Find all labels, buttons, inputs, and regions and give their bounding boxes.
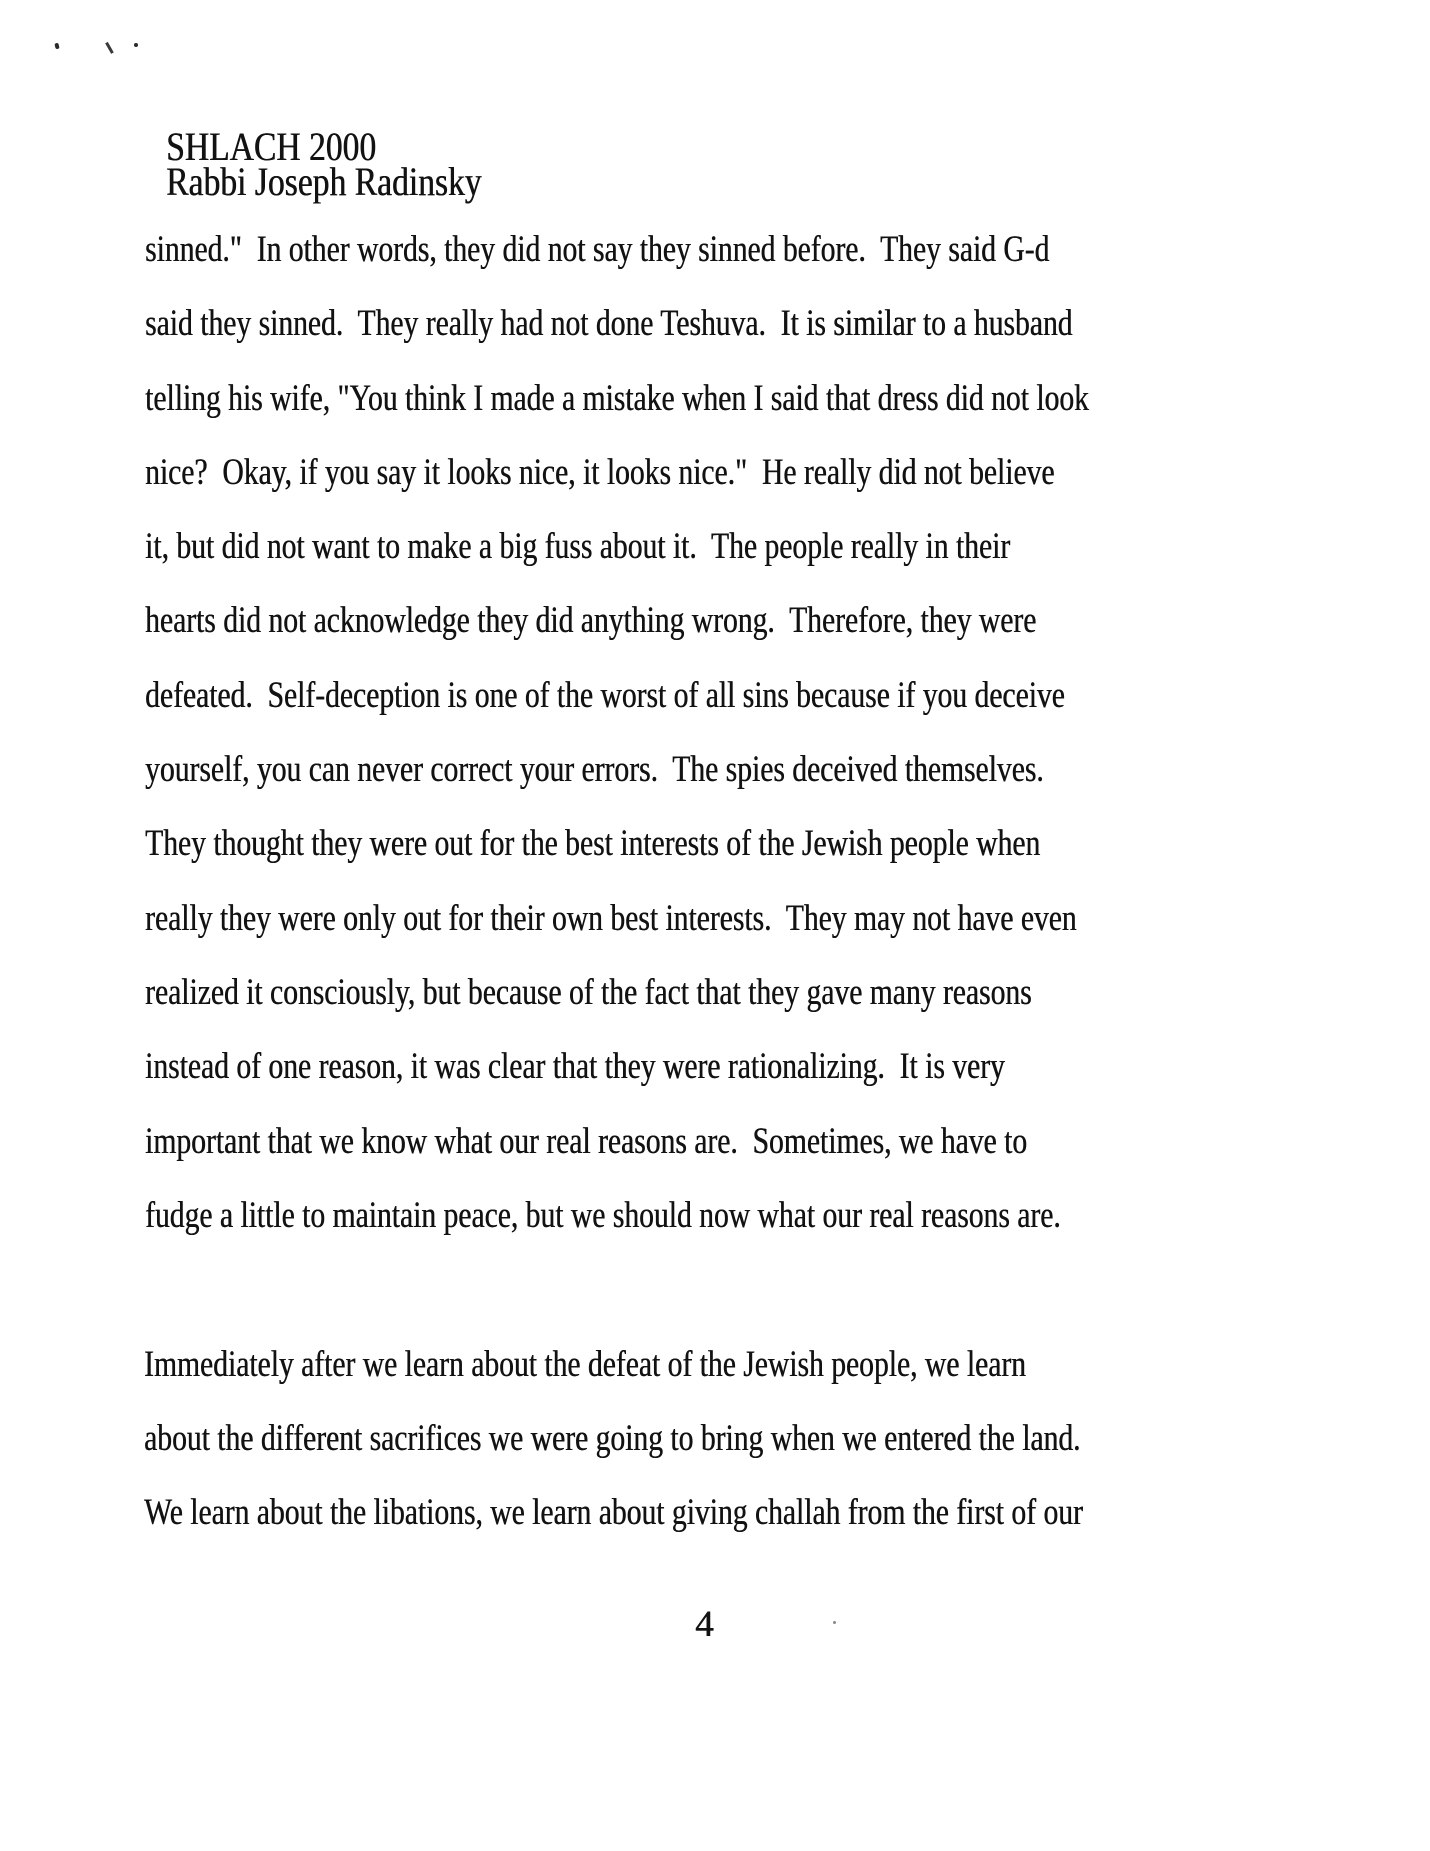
text-line: important that we know what our real reasons are. Sometimes, we have to	[145, 1121, 1027, 1162]
text-line: yourself, you can never correct your errors. The spies deceived themselves.	[145, 749, 1044, 790]
author-line: Rabbi Joseph Radinsky	[166, 159, 482, 204]
scan-speck	[105, 42, 113, 54]
text-line: Immediately after we learn about the defeat of the Jewish people, we learn	[144, 1344, 1026, 1385]
scan-speck	[134, 43, 138, 47]
page-number: 4	[695, 1604, 714, 1645]
text-line: really they were only out for their own best interests. They may not have even	[145, 898, 1077, 939]
text-line: said they sinned. They really had not done Teshuva. It is similar to a husband	[145, 303, 1073, 344]
text-line: sinned." In other words, they did not say they sinned before. They said G-d	[145, 229, 1050, 270]
text-line: nice? Okay, if you say it looks nice, it looks nice." He really did not believe	[145, 452, 1055, 493]
text-line: instead of one reason, it was clear that they were rationalizing. It is very	[145, 1046, 1005, 1087]
text-line: defeated. Self-deception is one of the worst of all sins because if you deceive	[145, 675, 1065, 716]
text-line: They thought they were out for the best interests of the Jewish people when	[145, 823, 1041, 864]
page-title: SHLACH 2000	[166, 124, 377, 169]
text-line: hearts did not acknowledge they did anything wrong. Therefore, they were	[145, 600, 1037, 641]
text-line: realized it consciously, but because of the fact that they gave many reasons	[145, 972, 1032, 1013]
scan-speck	[54, 43, 59, 50]
text-line: telling his wife, "You think I made a mistake when I said that dress did not look	[145, 378, 1089, 419]
text-line: it, but did not want to make a big fuss about it. The people really in their	[145, 526, 1011, 567]
text-line: about the different sacrifices we were going to bring when we entered the land.	[144, 1418, 1081, 1459]
scan-speck	[833, 1621, 836, 1624]
text-line: We learn about the libations, we learn about giving challah from the first of our	[144, 1492, 1083, 1533]
text-line: fudge a little to maintain peace, but we should now what our real reasons are.	[145, 1195, 1061, 1236]
